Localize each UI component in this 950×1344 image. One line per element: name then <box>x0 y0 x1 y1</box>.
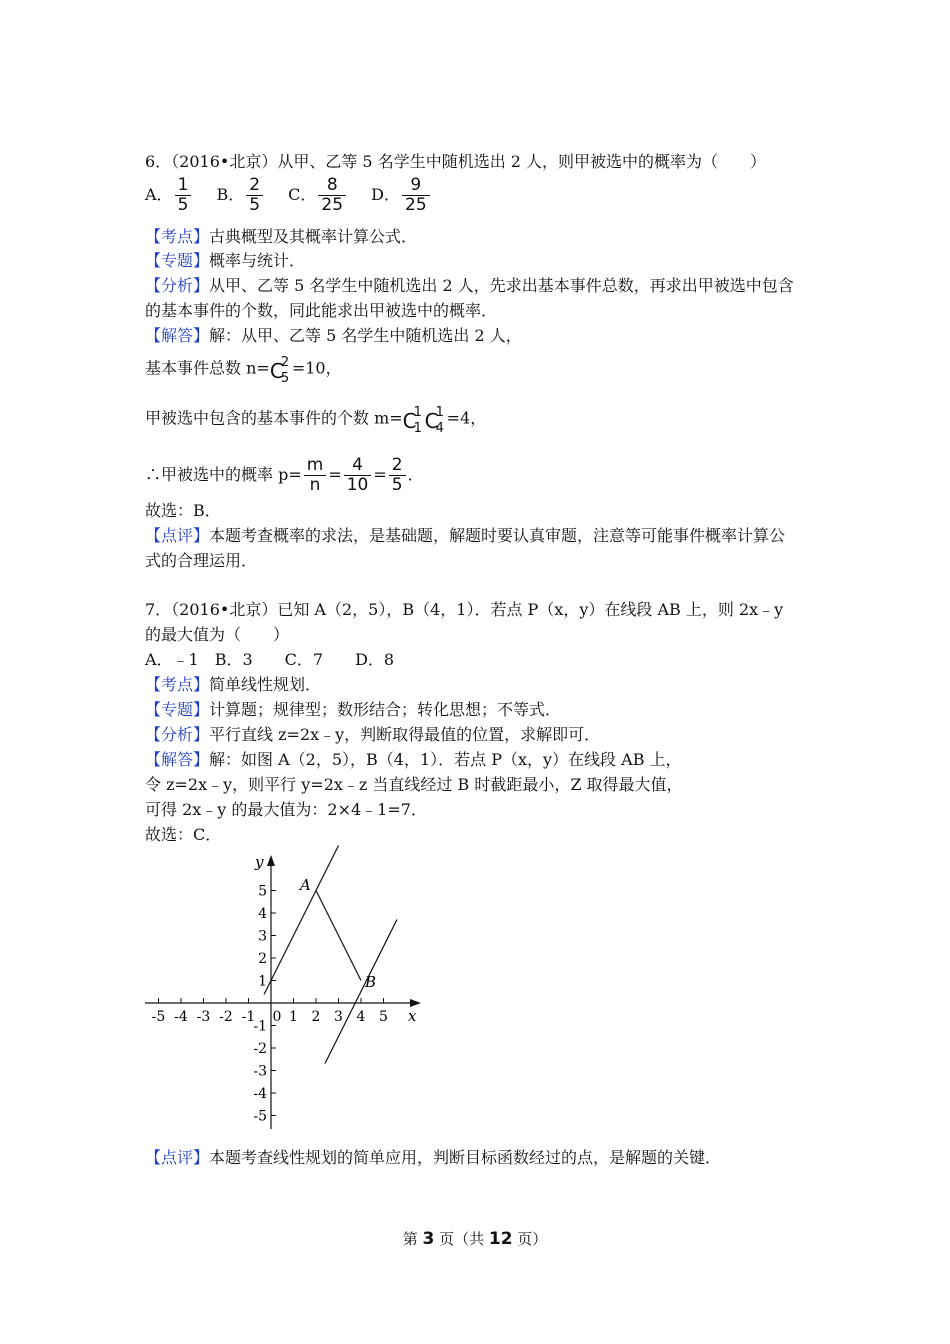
q6-basic-count: 基本事件总数 n= C 2 5 =10， <box>145 355 342 386</box>
x-axis-arrow-icon <box>410 999 421 1007</box>
q6-dianping: 【点评】本题考查概率的求法，是基础题，解题时要认真审题，注意等可能事件概率计算公 <box>145 526 786 545</box>
q6-zhuanti: 【专题】概率与统计． <box>145 251 306 270</box>
x-tick-label: 0 <box>272 1009 282 1025</box>
q6-option-b: B． $\frac{2}{5}$ <box>216 176 265 215</box>
q7-stem: 7．（2016•北京）已知 A（2，5），B（4，1）．若点 P（x，y）在线段 AB 上，则 2x﹣y <box>145 600 784 619</box>
line-through-a <box>271 846 339 981</box>
combination-c11: C 1 1 <box>402 405 422 436</box>
segment-ab <box>316 891 361 981</box>
x-tick-label: -1 <box>241 1009 256 1025</box>
q7-jieda-2: 令 z=2x﹣y，则平行 y=2x﹣z 当直线经过 B 时截距最小，Z 取得最大值， <box>145 775 683 794</box>
q7-options: A．﹣1 B．3 C．7 D．8 <box>145 650 395 669</box>
q7-jieda: 【解答】解：如图 A（2，5），B（4，1）．若点 P（x，y）在线段 AB 上， <box>145 750 682 769</box>
q7-coordinate-graph <box>140 845 430 1135</box>
line-through-b <box>325 920 397 1064</box>
x-tick-label: -3 <box>196 1009 211 1025</box>
q7-jieda-3: 可得 2x﹣y 的最大值为：2×4﹣1=7． <box>145 800 427 819</box>
page-number: 3 <box>422 1229 435 1249</box>
x-tick-label: 4 <box>356 1009 366 1025</box>
x-axis-label: x <box>408 1007 417 1025</box>
x-tick-label: 1 <box>289 1009 298 1025</box>
x-tick-label: 2 <box>311 1009 321 1025</box>
q6-probability: ∴甲被选中的概率 p= $\frac{m}{n}$ = $\frac{4}{10}$ = $\frac{2}{5}$ ． <box>145 455 424 495</box>
q6-answer: 故选：B． <box>145 501 221 520</box>
q6-fenxi-cont: 的基本事件的个数，同此能求出甲被选中的概率． <box>145 301 498 320</box>
y-tick-label: -4 <box>253 1086 267 1102</box>
q6-kaodian: 【考点】古典概型及其概率计算公式． <box>145 227 418 246</box>
total-pages: 12 <box>488 1229 513 1249</box>
x-tick-label: 3 <box>334 1009 343 1025</box>
q6-jieda: 【解答】解：从甲、乙等 5 名学生中随机选出 2 人， <box>145 326 522 345</box>
q6-fenxi: 【分析】从甲、乙等 5 名学生中随机选出 2 人，先求出基本事件总数，再求出甲被选中包含 <box>145 276 794 295</box>
y-tick-label: 1 <box>258 973 267 990</box>
q7-stem-cont: 的最大值为（ ） <box>145 625 290 644</box>
q6-options <box>145 176 450 215</box>
x-tick-label: -4 <box>174 1009 188 1025</box>
q7-fenxi: 【分析】平行直线 z=2x﹣y，判断取得最值的位置，求解即可． <box>145 725 601 744</box>
x-tick-label: 5 <box>379 1009 388 1025</box>
q6-stem: 6．（2016•北京）从甲、乙等 5 名学生中随机选出 2 人，则甲被选中的概率为（ ） <box>145 152 767 171</box>
q7-dianping: 【点评】本题考查线性规划的简单应用，判断目标函数经过的点，是解题的关键． <box>145 1148 722 1167</box>
y-tick-label: -3 <box>253 1063 267 1080</box>
q6-dianping-cont: 式的合理运用． <box>145 551 258 570</box>
y-tick-label: -2 <box>253 1041 267 1057</box>
y-tick-label: 3 <box>258 928 267 945</box>
y-tick-label: 4 <box>258 906 267 922</box>
point-b-label: B <box>365 973 377 991</box>
point-a-label: A <box>300 876 311 894</box>
q7-zhuanti: 【专题】计算题；规律型；数形结合；转化思想；不等式． <box>145 700 562 719</box>
q6-option-a: A． $\frac{1}{5}$ <box>145 176 193 215</box>
y-tick-label: -5 <box>253 1108 267 1125</box>
q6-included-count: 甲被选中包含的基本事件的个数 m= C 1 1 C 1 4 =4， <box>145 405 487 436</box>
y-axis-label: y <box>255 853 264 871</box>
q6-option-d: D． $\frac{9}{25}$ <box>371 176 431 215</box>
q7-kaodian: 【考点】简单线性规划． <box>145 675 322 694</box>
y-tick-label: 5 <box>258 883 267 900</box>
page-footer: 第 3 页（共 12 页） <box>402 1229 548 1249</box>
combination-c41: C 1 4 <box>424 405 444 436</box>
q7-answer: 故选：C． <box>145 825 222 844</box>
y-axis-arrow-icon <box>267 855 275 866</box>
combination-c52: C 2 5 <box>269 355 290 386</box>
x-tick-label: -5 <box>151 1009 166 1025</box>
y-tick-label: -1 <box>253 1018 267 1035</box>
q6-option-c: C． $\frac{8}{25}$ <box>288 176 348 215</box>
y-tick-label: 2 <box>258 951 267 967</box>
x-tick-label: -2 <box>219 1009 233 1025</box>
